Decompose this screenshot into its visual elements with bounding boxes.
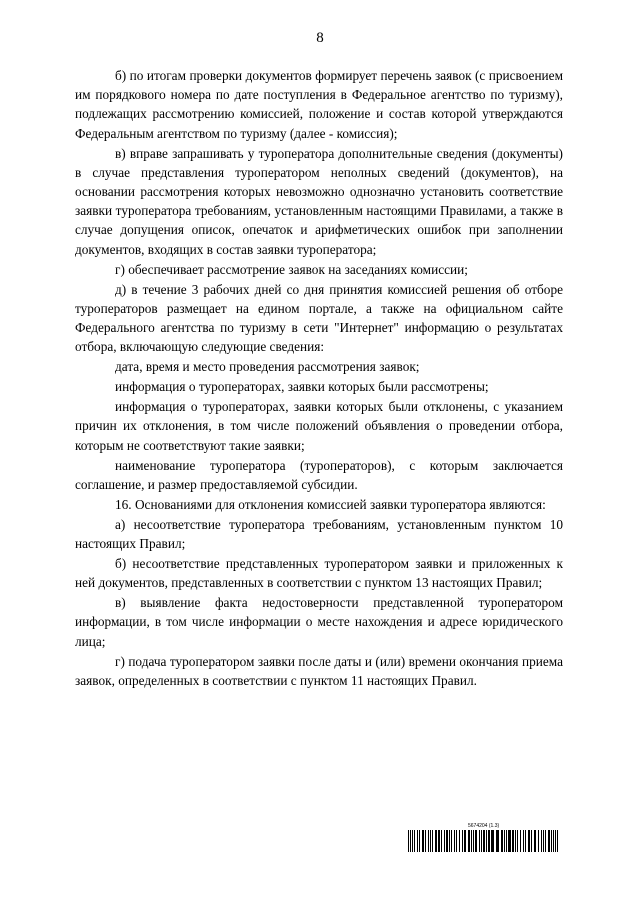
paragraph-info-name: наименование туроператора (туроператоров), с которым заключается соглашение, и размер предоставляемой субсидии. — [75, 457, 563, 492]
barcode-icon — [408, 830, 560, 852]
paragraph-info-date: дата, время и место проведения рассмотрения заявок; — [115, 359, 420, 375]
page-number: 8 — [316, 30, 324, 46]
paragraph-b-review: б) по итогам проверки документов формирует перечень заявок (с присвоением им порядкового номера по дате поступления в Федеральное агентство по туризму), подлежащих рассмотрению комиссией, положение и состав которой утверждаются Федеральным агентством по туризму (далее - комиссия); — [75, 68, 563, 141]
paragraph-g-commission: г) обеспечивает рассмотрение заявок на заседаниях комиссии; — [115, 261, 468, 277]
paragraph-d-publish: д) в течение 3 рабочих дней со дня принятия комиссией решения об отборе туроператоров размещает на едином портале, а также на официальном сайте Федерального агентства по туризму в сети "Интернет" информацию о результатах отбора, включающую следующие сведения: — [75, 281, 563, 355]
barcode-caption: 5674204 (1.3) — [468, 823, 500, 829]
paragraph-16-a: а) несоответствие туроператора требованиям, установленным пунктом 10 настоящих Правил; — [75, 516, 563, 552]
paragraph-info-reviewed: информация о туроператорах, заявки которых были рассмотрены; — [115, 379, 489, 395]
paragraph-16-grounds: 16. Основаниями для отклонения комиссией заявки туроператора являются: — [115, 496, 546, 512]
document-body — [75, 66, 563, 690]
paragraph-16-v: в) выявление факта недостоверности представленной туроператором информации, в том числе информации о месте нахождения и адресе юридического лица; — [75, 595, 563, 649]
paragraph-16-g: г) подача туроператором заявки после даты и (или) времени окончания приема заявок, определенных в соответствии с пунктом 11 настоящих Правил. — [75, 653, 563, 688]
paragraph-info-rejected: информация о туроператорах, заявки которых были отклонены, с указанием причин их отклонения, в том числе положений объявления о проведении отбора, которым не соответствуют такие заявки; — [75, 399, 563, 453]
paragraph-v-request: в) вправе запрашивать у туроператора дополнительные сведения (документы) в случае представления туроператором неполных сведений (документов), на основании рассмотрения которых невозможно однозначно установить соответствие заявки туроператора требованиям, установленным настоящими Правилами, а также в случае допущения описок, опечаток и арифметических ошибок при заполнении документов, входящих в состав заявки туроператора; — [75, 145, 563, 257]
paragraph-16-b: б) несоответствие представленных туроператором заявки и приложенных к ней документов, представленных в соответствии с пунктом 13 настоящих Правил; — [75, 556, 563, 591]
